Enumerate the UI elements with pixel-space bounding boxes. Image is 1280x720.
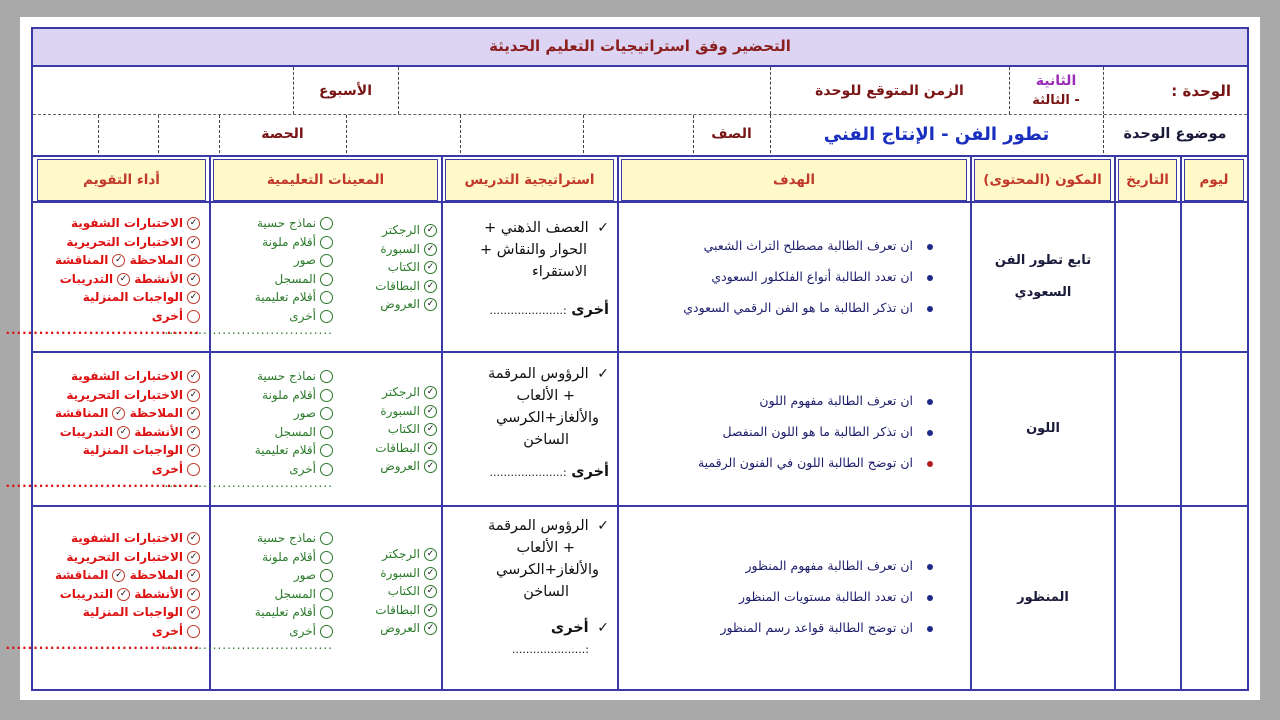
eval-option[interactable]: ✓الأنشطة ✓التدريبات <box>5 585 200 604</box>
goal-item: ان تعدد الطالبة أنواع الفلكلور السعودي <box>683 261 933 292</box>
aid-checkbox[interactable]: ✓الرجكتر <box>375 383 437 402</box>
aid-checkbox[interactable]: ✓الكتاب <box>375 582 437 601</box>
eval-option[interactable]: أخرى <box>5 622 200 641</box>
aids-open-list: نماذج حسية أقلام ملونة صور المسجل أقلام تعليمية أخرى ................................... <box>164 531 333 652</box>
aids-checked-list <box>375 221 437 314</box>
aids-open-list: نماذج حسية أقلام ملونة صور المسجل أقلام تعليمية أخرى ................................... <box>164 216 333 337</box>
aid-checkbox[interactable]: ✓السبورة <box>375 564 437 583</box>
strategy-cell: ✓ الرؤوس المرقمة + الألعاب والألغاز+الكرسي الساخن ✓ أخرى :..................... <box>487 518 609 656</box>
goal-item: ان تعرف الطالبة مفهوم اللون <box>698 385 933 416</box>
col-header-strategy: استراتيجية التدريس <box>445 159 614 201</box>
col-header-evaluation: أداء التقويم <box>37 159 206 201</box>
aid-option[interactable]: نماذج حسية <box>164 367 333 386</box>
eval-option[interactable]: ✓الاختبارات التحريرية <box>5 233 200 252</box>
goal-item: ان تذكر الطالبة ما هو اللون المنفصل <box>698 416 933 447</box>
eval-option[interactable]: ✓الاختبارات الشفوية <box>5 214 200 233</box>
unit-label: الوحدة : <box>1171 81 1231 100</box>
goal-item: ان تعرف الطالبة مصطلح التراث الشعبي <box>683 230 933 261</box>
goals-list <box>683 230 933 323</box>
col-header-component: المكون (المحتوى) <box>974 159 1111 201</box>
aid-checkbox[interactable]: ✓السبورة <box>375 402 437 421</box>
aid-option[interactable]: أقلام ملونة <box>164 386 333 405</box>
aid-checkbox[interactable]: ✓الكتاب <box>375 258 437 277</box>
aid-option[interactable]: أقلام تعليمية <box>164 603 333 622</box>
eval-option[interactable]: ✓الأنشطة ✓التدريبات <box>5 423 200 442</box>
aids-checked-list <box>375 383 437 476</box>
period-label: الحصة <box>261 126 304 142</box>
aid-option[interactable]: صور <box>164 404 333 423</box>
eval-option[interactable]: ✓الاختبارات الشفوية <box>5 367 200 386</box>
aid-checkbox[interactable]: ✓العروض <box>375 619 437 638</box>
eval-option[interactable]: ✓الملاحظة ✓المناقشة <box>5 251 200 270</box>
goal-item: ان تعرف الطالبة مفهوم المنظور <box>720 550 933 581</box>
col-header-date: التاريخ <box>1118 159 1177 201</box>
eval-option[interactable]: أخرى <box>5 460 200 479</box>
aid-option[interactable]: المسجل <box>164 270 333 289</box>
document-page <box>5 17 1260 700</box>
evaluation-list: ✓الاختبارات الشفوية ✓الاختبارات التحريرية ✓الملاحظة ✓المناقشة ✓الأنشطة ✓التدريبات ✓الواجبات المنزلية أخرى ................................... <box>5 216 200 337</box>
class-label: الصف <box>711 126 752 142</box>
page-title: التحضير وفق استراتيجيات التعليم الحديثة <box>33 29 1247 67</box>
col-header-day: ليوم <box>1184 159 1244 201</box>
week-value[interactable] <box>33 67 293 114</box>
aid-option[interactable]: أخرى <box>164 307 333 326</box>
duration-label: الزمن المتوقع للوحدة <box>815 82 964 99</box>
goal-item: ان توضح الطالبة قواعد رسم المنظور <box>720 612 933 643</box>
component-cell: تابع تطور الفن السعودي <box>994 253 1092 300</box>
eval-option[interactable]: ✓الاختبارات الشفوية <box>5 529 200 548</box>
aid-checkbox[interactable]: ✓البطاقات <box>375 439 437 458</box>
aid-option[interactable]: المسجل <box>164 423 333 442</box>
col-header-aids: المعينات التعليمية <box>213 159 438 201</box>
aid-checkbox[interactable]: ✓العروض <box>375 457 437 476</box>
goals-list <box>720 550 933 643</box>
aid-checkbox[interactable]: ✓الرجكتر <box>375 221 437 240</box>
aid-checkbox[interactable]: ✓السبورة <box>375 240 437 259</box>
lesson-plan-frame <box>5 27 1249 691</box>
evaluation-list: ✓الاختبارات الشفوية ✓الاختبارات التحريرية ✓الملاحظة ✓المناقشة ✓الأنشطة ✓التدريبات ✓الواجبات المنزلية أخرى ................................... <box>5 531 200 652</box>
goal-item: ان تذكر الطالبة ما هو الفن الرقمي السعودي <box>683 292 933 323</box>
aid-option[interactable]: نماذج حسية <box>164 214 333 233</box>
duration-value[interactable] <box>398 67 770 114</box>
unit-value-3rd: - الثالثة <box>1032 92 1080 108</box>
aid-option[interactable]: أقلام ملونة <box>164 233 333 252</box>
lesson-table <box>5 155 1247 689</box>
aid-option[interactable]: أخرى <box>164 622 333 641</box>
aid-option[interactable]: نماذج حسية <box>164 529 333 548</box>
col-header-goal: الهدف <box>621 159 967 201</box>
eval-option[interactable]: ✓الملاحظة ✓المناقشة <box>5 566 200 585</box>
eval-option[interactable]: ✓الواجبات المنزلية <box>5 603 200 622</box>
eval-option[interactable]: ✓الملاحظة ✓المناقشة <box>5 404 200 423</box>
header-row-2 <box>33 115 1247 153</box>
aid-checkbox[interactable]: ✓البطاقات <box>375 601 437 620</box>
aids-checked-list <box>375 545 437 638</box>
goal-item: ان توضح الطالبة اللون في الفنون الرقمية <box>698 447 933 478</box>
aid-checkbox[interactable]: ✓البطاقات <box>375 277 437 296</box>
aid-option[interactable]: أقلام تعليمية <box>164 288 333 307</box>
component-cell: اللون <box>1026 421 1060 436</box>
unit-value <box>1009 67 1103 114</box>
eval-option[interactable]: ✓الواجبات المنزلية <box>5 288 200 307</box>
evaluation-list: ✓الاختبارات الشفوية ✓الاختبارات التحريرية ✓الملاحظة ✓المناقشة ✓الأنشطة ✓التدريبات ✓الواجبات المنزلية أخرى ................................... <box>5 369 200 490</box>
eval-option[interactable]: ✓الأنشطة ✓التدريبات <box>5 270 200 289</box>
aid-checkbox[interactable]: ✓الكتاب <box>375 420 437 439</box>
eval-option[interactable]: ✓الاختبارات التحريرية <box>5 386 200 405</box>
aids-open-list: نماذج حسية أقلام ملونة صور المسجل أقلام تعليمية أخرى ................................... <box>164 369 333 490</box>
aid-checkbox[interactable]: ✓العروض <box>375 295 437 314</box>
goal-item: ان تعدد الطالبة مستويات المنظور <box>720 581 933 612</box>
strategy-cell: ✓ الرؤوس المرقمة + الألعاب والألغاز+الكرسي الساخن أخرى :..................... <box>487 366 609 480</box>
strategy-cell: ✓ العصف الذهني + الحوار والنقاش + الاستقراء أخرى :..................... <box>480 220 609 318</box>
aid-option[interactable]: صور <box>164 251 333 270</box>
aid-option[interactable]: أقلام تعليمية <box>164 441 333 460</box>
unit-value-2nd: الثانية <box>1035 72 1077 89</box>
week-label: الأسبوع <box>318 82 373 99</box>
aid-option[interactable]: صور <box>164 566 333 585</box>
topic-label: موضوع الوحدة <box>1123 126 1227 142</box>
component-cell: المنظور <box>1017 590 1069 605</box>
header-row-1 <box>33 67 1247 115</box>
aid-checkbox[interactable]: ✓الرجكتر <box>375 545 437 564</box>
aid-option[interactable]: المسجل <box>164 585 333 604</box>
eval-option[interactable]: ✓الاختبارات التحريرية <box>5 548 200 567</box>
aid-option[interactable]: أخرى <box>164 460 333 479</box>
aid-option[interactable]: أقلام ملونة <box>164 548 333 567</box>
goals-list <box>698 385 933 478</box>
eval-option[interactable]: ✓الواجبات المنزلية <box>5 441 200 460</box>
eval-option[interactable]: أخرى <box>5 307 200 326</box>
topic-value: تطور الفن - الإنتاج الفني <box>823 123 1050 145</box>
